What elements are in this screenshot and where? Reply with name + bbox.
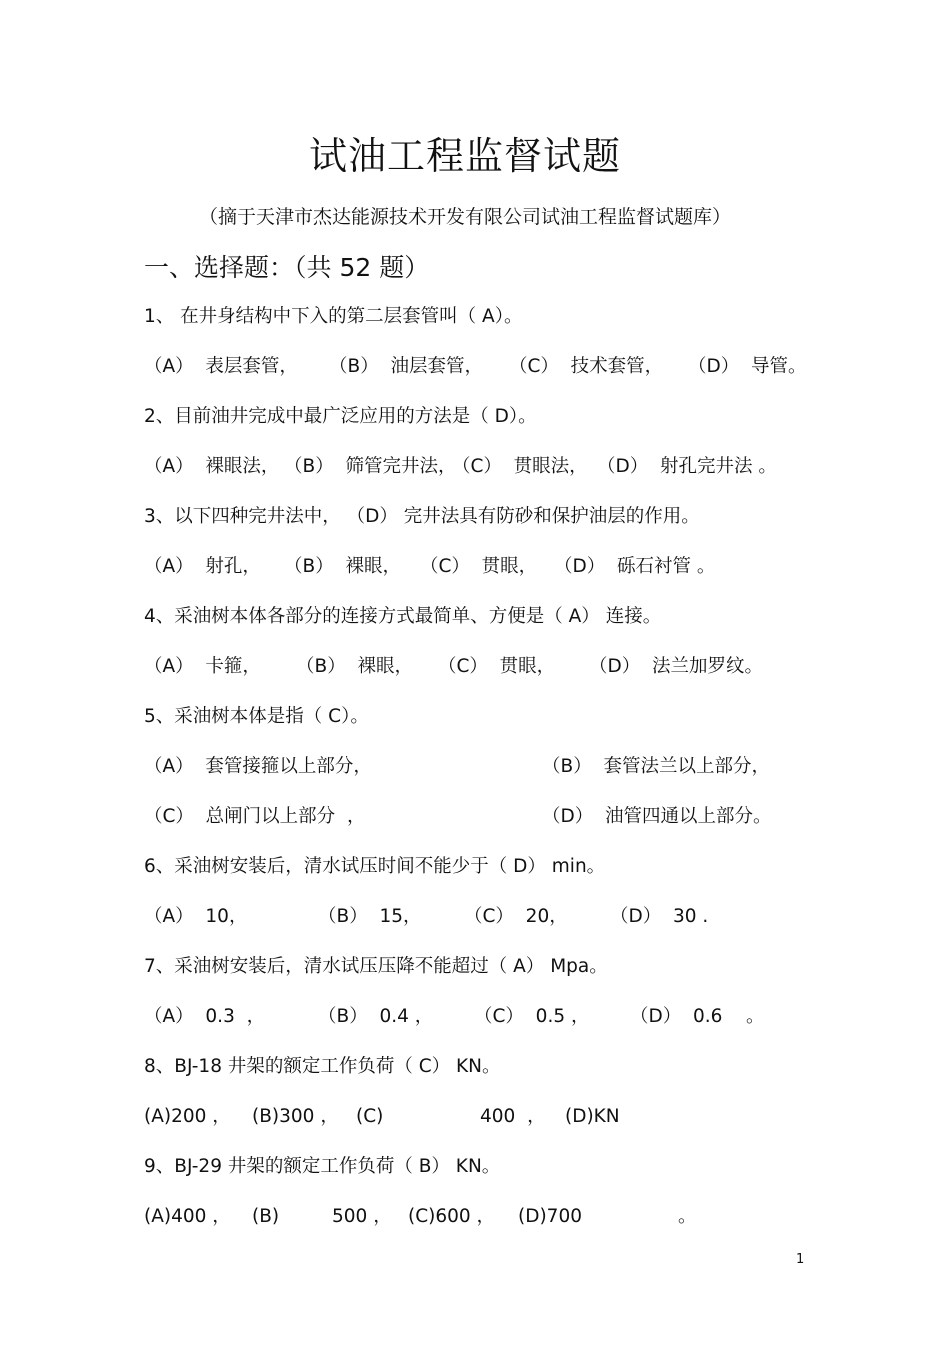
option-a: （A） 射孔， bbox=[144, 556, 261, 577]
question-2-text: 2、目前油井完成中最广泛应用的方法是（ D）。 bbox=[144, 406, 537, 427]
question-3-text: 3、以下四种完井法中， （D） 完井法具有防砂和保护油层的作用。 bbox=[144, 506, 700, 527]
option-c-value: 400 ， bbox=[480, 1106, 546, 1127]
page-title: 试油工程监督试题 bbox=[308, 134, 621, 178]
option-d: （D） 导管。 bbox=[688, 356, 807, 377]
option-b: （B） 油层套管， bbox=[329, 356, 483, 377]
question-8-text: 8、BJ-18 井架的额定工作负荷（ C） KN。 bbox=[144, 1056, 501, 1077]
option-b: （B） 裸眼， bbox=[296, 656, 413, 677]
page-subtitle: （摘于天津市杰达能源技术开发有限公司试油工程监督试题库） bbox=[198, 206, 731, 228]
option-a: （A） 卡箍， bbox=[144, 656, 261, 677]
option-d: （D） 30 . bbox=[610, 906, 709, 927]
question-4-text: 4、采油树本体各部分的连接方式最简单、方便是（ A） 连接。 bbox=[144, 606, 662, 627]
page-number: 1 bbox=[796, 1252, 805, 1267]
option-a: (A)400 ， bbox=[144, 1206, 231, 1227]
option-c: （C） 贯眼， bbox=[420, 556, 538, 577]
option-c: （C） 0.5 ， bbox=[474, 1006, 590, 1027]
option-a: （A） 10， bbox=[144, 906, 248, 927]
option-d: （D） 法兰加罗纹。 bbox=[589, 656, 764, 677]
option-a: (A)200 ， bbox=[144, 1106, 231, 1127]
option-d: （D） 砾石衬管 。 bbox=[554, 556, 716, 577]
question-5-text: 5、采油树本体是指（ C）。 bbox=[144, 706, 369, 727]
option-c: (C)600 ， bbox=[408, 1206, 496, 1227]
option-a: （A） 套管接箍以上部分， bbox=[144, 756, 372, 777]
option-d: (D)KN bbox=[565, 1106, 620, 1127]
option-a: （A） 0.3 ， bbox=[144, 1006, 266, 1027]
option-a: （A） 裸眼法， bbox=[144, 456, 280, 477]
option-b: （B） 15， bbox=[318, 906, 422, 927]
option-b: （B） 筛管完井法， bbox=[284, 456, 457, 477]
option-b: （B） 0.4 ， bbox=[318, 1006, 434, 1027]
question-6-text: 6、采油树安装后，清水试压时间不能少于（ D） min。 bbox=[144, 856, 606, 877]
option-c: （C） 贯眼法， bbox=[452, 456, 588, 477]
option-c: （C） 总闸门以上部分 ， bbox=[144, 806, 366, 827]
option-c: （C） 20， bbox=[464, 906, 568, 927]
option-b-value: 500 ， bbox=[332, 1206, 392, 1227]
question-9-text: 9、BJ-29 井架的额定工作负荷（ B） KN。 bbox=[144, 1156, 501, 1177]
question-1-text: 1、 在井身结构中下入的第二层套管叫（ A）。 bbox=[144, 306, 523, 327]
option-b: (B) bbox=[252, 1206, 280, 1227]
question-7-text: 7、采油树安装后，清水试压压降不能超过（ A） Mpa。 bbox=[144, 956, 608, 977]
option-d: （D） 射孔完井法 。 bbox=[597, 456, 777, 477]
option-a: （A） 表层套管， bbox=[144, 356, 298, 377]
option-b: (B)300 ， bbox=[252, 1106, 339, 1127]
option-c: （C） 技术套管， bbox=[509, 356, 664, 377]
option-b: （B） 套管法兰以上部分， bbox=[542, 756, 770, 777]
option-b: （B） 裸眼， bbox=[284, 556, 401, 577]
option-c: (C) bbox=[356, 1106, 384, 1127]
option-d: （D） 油管四通以上部分。 bbox=[542, 806, 772, 827]
option-c: （C） 贯眼， bbox=[438, 656, 556, 677]
option-d: (D)700 bbox=[518, 1206, 582, 1227]
section-heading: 一、选择题：（共 52 题） bbox=[144, 253, 430, 282]
option-d: （D） 0.6 。 bbox=[630, 1006, 765, 1027]
trailing-period: 。 bbox=[678, 1206, 697, 1227]
